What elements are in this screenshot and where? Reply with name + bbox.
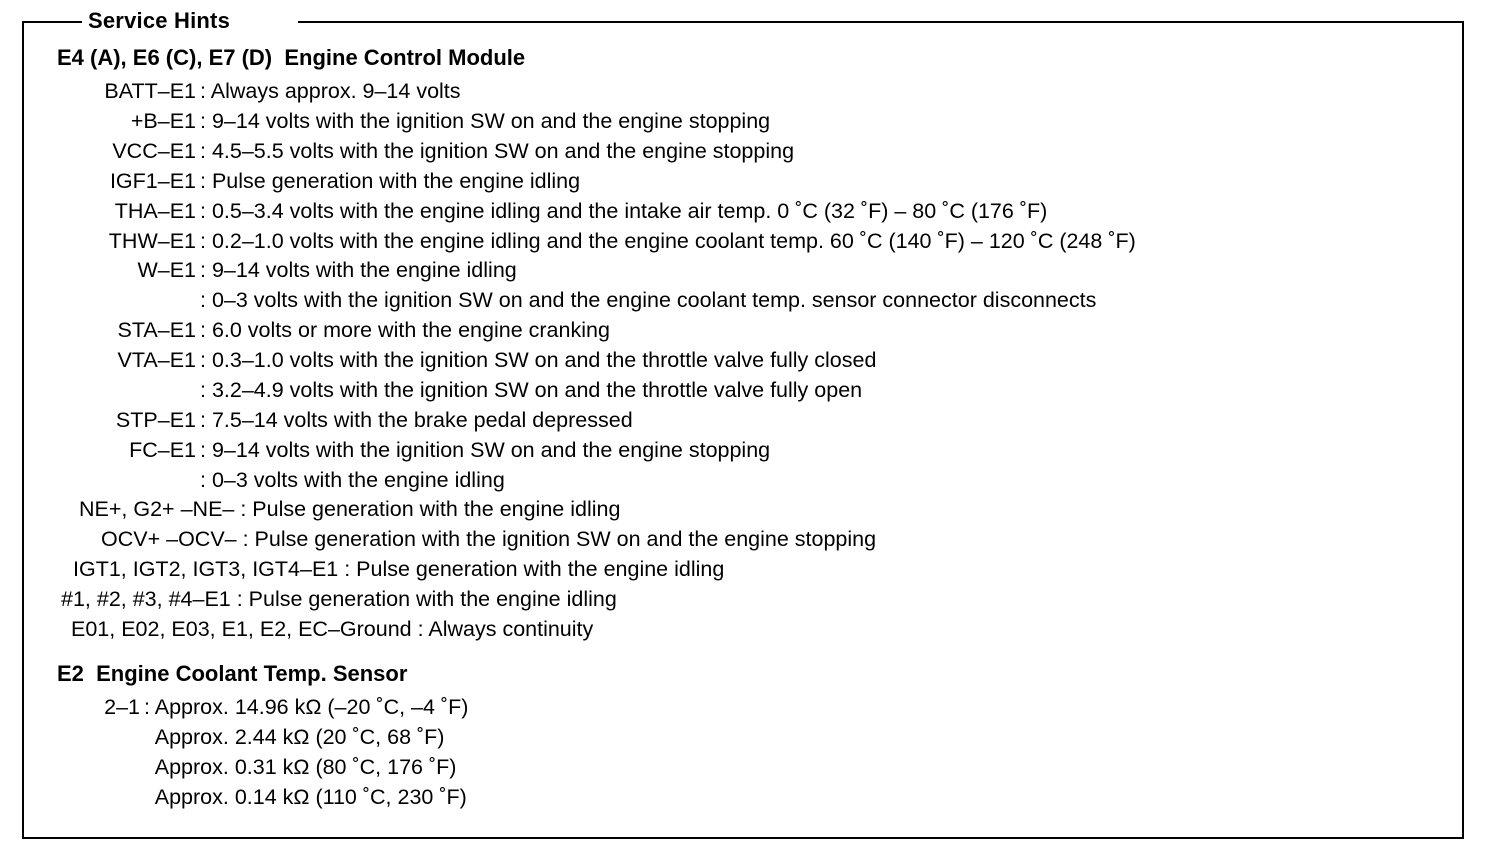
sensor-terminal: 2–1 [104,695,140,719]
ecm-term-col [0,76,210,106]
ecm-value: : 0.3–1.0 volts with the ignition SW on and the throttle valve fully closed [200,348,877,373]
ecm-term-col [0,405,210,435]
ecm-terminal: VCC–E1 [112,138,196,163]
ecm-terminal: FC–E1 [129,437,196,462]
ecm-terminal: STP–E1 [115,407,196,432]
ecm-value: : 0–3 volts with the ignition SW on and the engine coolant temp. sensor connector disconnects [200,288,1097,313]
ecm-terminal: +B–E1 [130,108,196,133]
ecm-value: : 0.2–1.0 volts with the engine idling and the engine coolant temp. 60 ˚C (140 ˚F) – 120 ˚C (248 ˚F) [200,228,1136,253]
ecm-row [0,226,1440,256]
ecm-extra-row: IGT1, IGT2, IGT3, IGT4–E1 : Pulse generation with the engine idling [73,556,725,581]
ecm-value: : Always approx. 9–14 volts [200,79,461,103]
ecm-extra-row: #1, #2, #3, #4–E1 : Pulse generation with the engine idling [61,586,617,611]
ecm-terminal: VTA–E1 [117,348,196,373]
ecm-terminal: BATT–E1 [104,79,196,103]
ecm-row [0,465,1440,495]
ecm-row [0,76,1440,106]
ecm-row [0,345,1440,375]
ecm-term-col [0,136,210,166]
ecm-row [0,375,1440,405]
ecm-term-col [0,375,210,405]
sensor-row [0,752,900,782]
sensor-value: : Approx. 14.96 kΩ (–20 ˚C, –4 ˚F) [144,695,469,719]
ecm-row [0,255,1440,285]
ecm-row [0,315,1440,345]
ecm-term-col [0,196,210,226]
ecm-row [0,136,1440,166]
ecm-value: : 4.5–5.5 volts with the ignition SW on and the engine stopping [200,138,795,163]
ecm-term-col [0,315,210,345]
ecm-value: : 9–14 volts with the engine idling [200,258,517,283]
frame-title: Service Hints [88,7,244,35]
ecm-value: : Pulse generation with the engine idling [200,168,581,193]
ecm-terminal: THW–E1 [108,228,196,253]
ecm-terminal: IGF1–E1 [109,168,196,193]
ecm-term-col [0,345,210,375]
ecm-extra-row: E01, E02, E03, E1, E2, EC–Ground : Always continuity [71,616,594,641]
ecm-term-col [0,285,210,315]
ecm-value: : 0.5–3.4 volts with the engine idling and the intake air temp. 0 ˚C (32 ˚F) – 80 ˚C (176 ˚F) [200,198,1048,223]
sensor-term-col [0,752,154,782]
ecm-terminal: W–E1 [137,258,196,283]
sensor-term-col [0,722,154,752]
ecm-value: : 3.2–4.9 volts with the ignition SW on and the throttle valve fully open [200,378,863,402]
sensor-term-col [0,782,154,812]
ecm-heading: E4 (A), E6 (C), E7 (D) Engine Control Module [57,45,526,70]
ecm-value: : 7.5–14 volts with the brake pedal depressed [200,407,633,432]
ecm-term-col [0,166,210,196]
ecm-extra-row: NE+, G2+ –NE– : Pulse generation with the engine idling [79,497,621,521]
sensor-heading: E2 Engine Coolant Temp. Sensor [57,661,408,686]
sensor-term-col [0,692,154,722]
sensor-row [0,692,900,722]
ecm-row [0,106,1440,136]
ecm-term-col [0,435,210,465]
sensor-value: Approx. 2.44 kΩ (20 ˚C, 68 ˚F) [144,724,445,749]
ecm-term-col [0,465,210,495]
ecm-term-col [0,106,210,136]
sensor-row [0,782,900,812]
ecm-term-col [0,255,210,285]
sensor-row [0,722,900,752]
ecm-value: : 9–14 volts with the ignition SW on and the engine stopping [200,108,771,133]
ecm-value: : 0–3 volts with the engine idling [200,467,505,492]
ecm-row [0,166,1440,196]
ecm-terminal: THA–E1 [114,198,196,223]
ecm-term-col [0,226,210,256]
ecm-row [0,405,1440,435]
sensor-value: Approx. 0.31 kΩ (80 ˚C, 176 ˚F) [144,754,457,779]
sensor-value: Approx. 0.14 kΩ (110 ˚C, 230 ˚F) [144,784,467,809]
ecm-row [0,435,1440,465]
ecm-value: : 6.0 volts or more with the engine cranking [200,318,610,343]
ecm-row [0,196,1440,226]
ecm-terminal: STA–E1 [117,318,196,343]
ecm-row [0,285,1440,315]
ecm-extra-row: OCV+ –OCV– : Pulse generation with the ignition SW on and the engine stopping [101,526,877,551]
ecm-value: : 9–14 volts with the ignition SW on and the engine stopping [200,437,771,462]
